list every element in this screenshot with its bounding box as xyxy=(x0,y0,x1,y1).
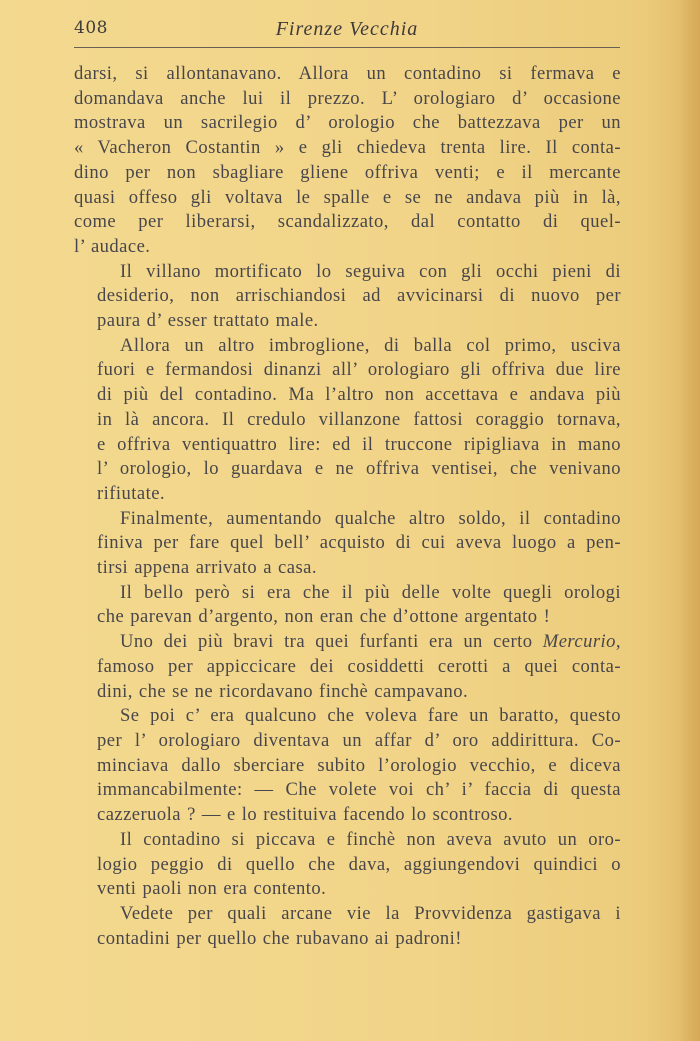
text-line: famoso per appiccicare dei cosiddetti cerotti a quei conta- xyxy=(97,655,621,677)
text-line: Uno dei più bravi tra quei furfanti era un certo Mercurio, xyxy=(120,631,621,653)
text-line: quasi offeso gli voltava le spalle e se ne andava più in là, xyxy=(74,186,621,208)
italic-name: Mercurio, xyxy=(542,631,621,653)
paragraph xyxy=(74,902,621,951)
header-rule xyxy=(74,47,620,48)
text-line: Vedete per quali arcane vie la Provvidenza gastigava i xyxy=(120,902,621,924)
page-header xyxy=(74,18,620,48)
text-line: dino per non sbagliare gliene offriva venti; e il mercante xyxy=(74,161,621,183)
paragraph xyxy=(74,260,621,334)
running-title: Firenze Vecchia xyxy=(275,18,419,40)
text-line: Se poi c’ era qualcuno che voleva fare un baratto, questo xyxy=(120,705,621,727)
text-line: darsi, si allontanavano. Allora un contadino si fermava e xyxy=(74,63,621,84)
page-edge-shading xyxy=(678,0,700,1041)
text-line: fuori e fermandosi dinanzi all’ orologiaro gli offriva due lire xyxy=(97,359,621,381)
paragraph xyxy=(74,581,621,630)
text-line: Allora un altro imbroglione, di balla col primo, usciva xyxy=(120,334,621,356)
text-line: come per liberarsi, scandalizzato, dal contatto di quel- xyxy=(74,211,621,233)
page-number: 408 xyxy=(74,18,108,38)
text-line: rifiutate. xyxy=(97,482,165,504)
text-line: per l’ orologiaro diventava un affar d’ oro addirittura. Co- xyxy=(97,729,621,751)
paragraph xyxy=(74,704,621,828)
text-line: venti paoli non era contento. xyxy=(97,878,327,900)
text-line: Il villano mortificato lo seguiva con gli occhi pieni di xyxy=(120,260,621,282)
text-line: l’ orologio, lo guardava e ne offriva ventisei, che venivano xyxy=(97,458,621,480)
text-line: logio peggio di quello che dava, aggiungendovi quindici o xyxy=(97,853,621,875)
paragraph xyxy=(74,334,621,507)
text-line: desiderio, non arrischiandosi ad avvicinarsi di nuovo per xyxy=(97,285,621,307)
text-line: minciava dallo sberciare subito l’orologio vecchio, e diceva xyxy=(97,754,621,776)
body-text xyxy=(74,62,621,951)
text-line: tirsi appena arrivato a casa. xyxy=(97,557,317,579)
text-line: Il bello però si era che il più delle volte quegli orologi xyxy=(120,581,621,603)
text-line: finiva per fare quel bell’ acquisto di cui aveva luogo a pen- xyxy=(97,532,621,554)
text-line: cazzeruola ? — e lo restituiva facendo lo scontroso. xyxy=(97,804,514,826)
text-line: dini, che se ne ricordavano finchè campavano. xyxy=(97,680,469,702)
paragraph xyxy=(74,630,621,704)
text-line: l’ audace. xyxy=(74,235,151,257)
text-line: che parevan d’argento, non eran che d’ottone argentato ! xyxy=(97,606,551,628)
paragraph xyxy=(74,828,621,902)
text-line: paura d’ esser trattato male. xyxy=(97,310,319,332)
paragraph xyxy=(74,62,621,260)
text-line: immancabilmente: — Che volete voi ch’ i’ faccia di questa xyxy=(97,779,621,801)
text-line: e offriva ventiquattro lire: ed il truccone ripigliava in mano xyxy=(97,433,621,455)
text-line: in là ancora. Il credulo villanzone fattosi coraggio tornava, xyxy=(97,408,621,430)
text-line: mostrava un sacrilegio d’ orologio che battezzava per un xyxy=(74,112,621,134)
text-line: domandava anche lui il prezzo. L’ orologiaro d’ occasione xyxy=(74,87,621,109)
text-line: di più del contadino. Ma l’altro non accettava e andava più xyxy=(97,384,621,406)
text-line: contadini per quello che rubavano ai padroni! xyxy=(97,927,462,949)
text-line: « Vacheron Costantin » e gli chiedeva trenta lire. Il conta- xyxy=(74,137,621,159)
text-line: Finalmente, aumentando qualche altro soldo, il contadino xyxy=(120,507,621,529)
text-line: Il contadino si piccava e finchè non aveva avuto un oro- xyxy=(120,828,621,850)
paragraph xyxy=(74,507,621,581)
